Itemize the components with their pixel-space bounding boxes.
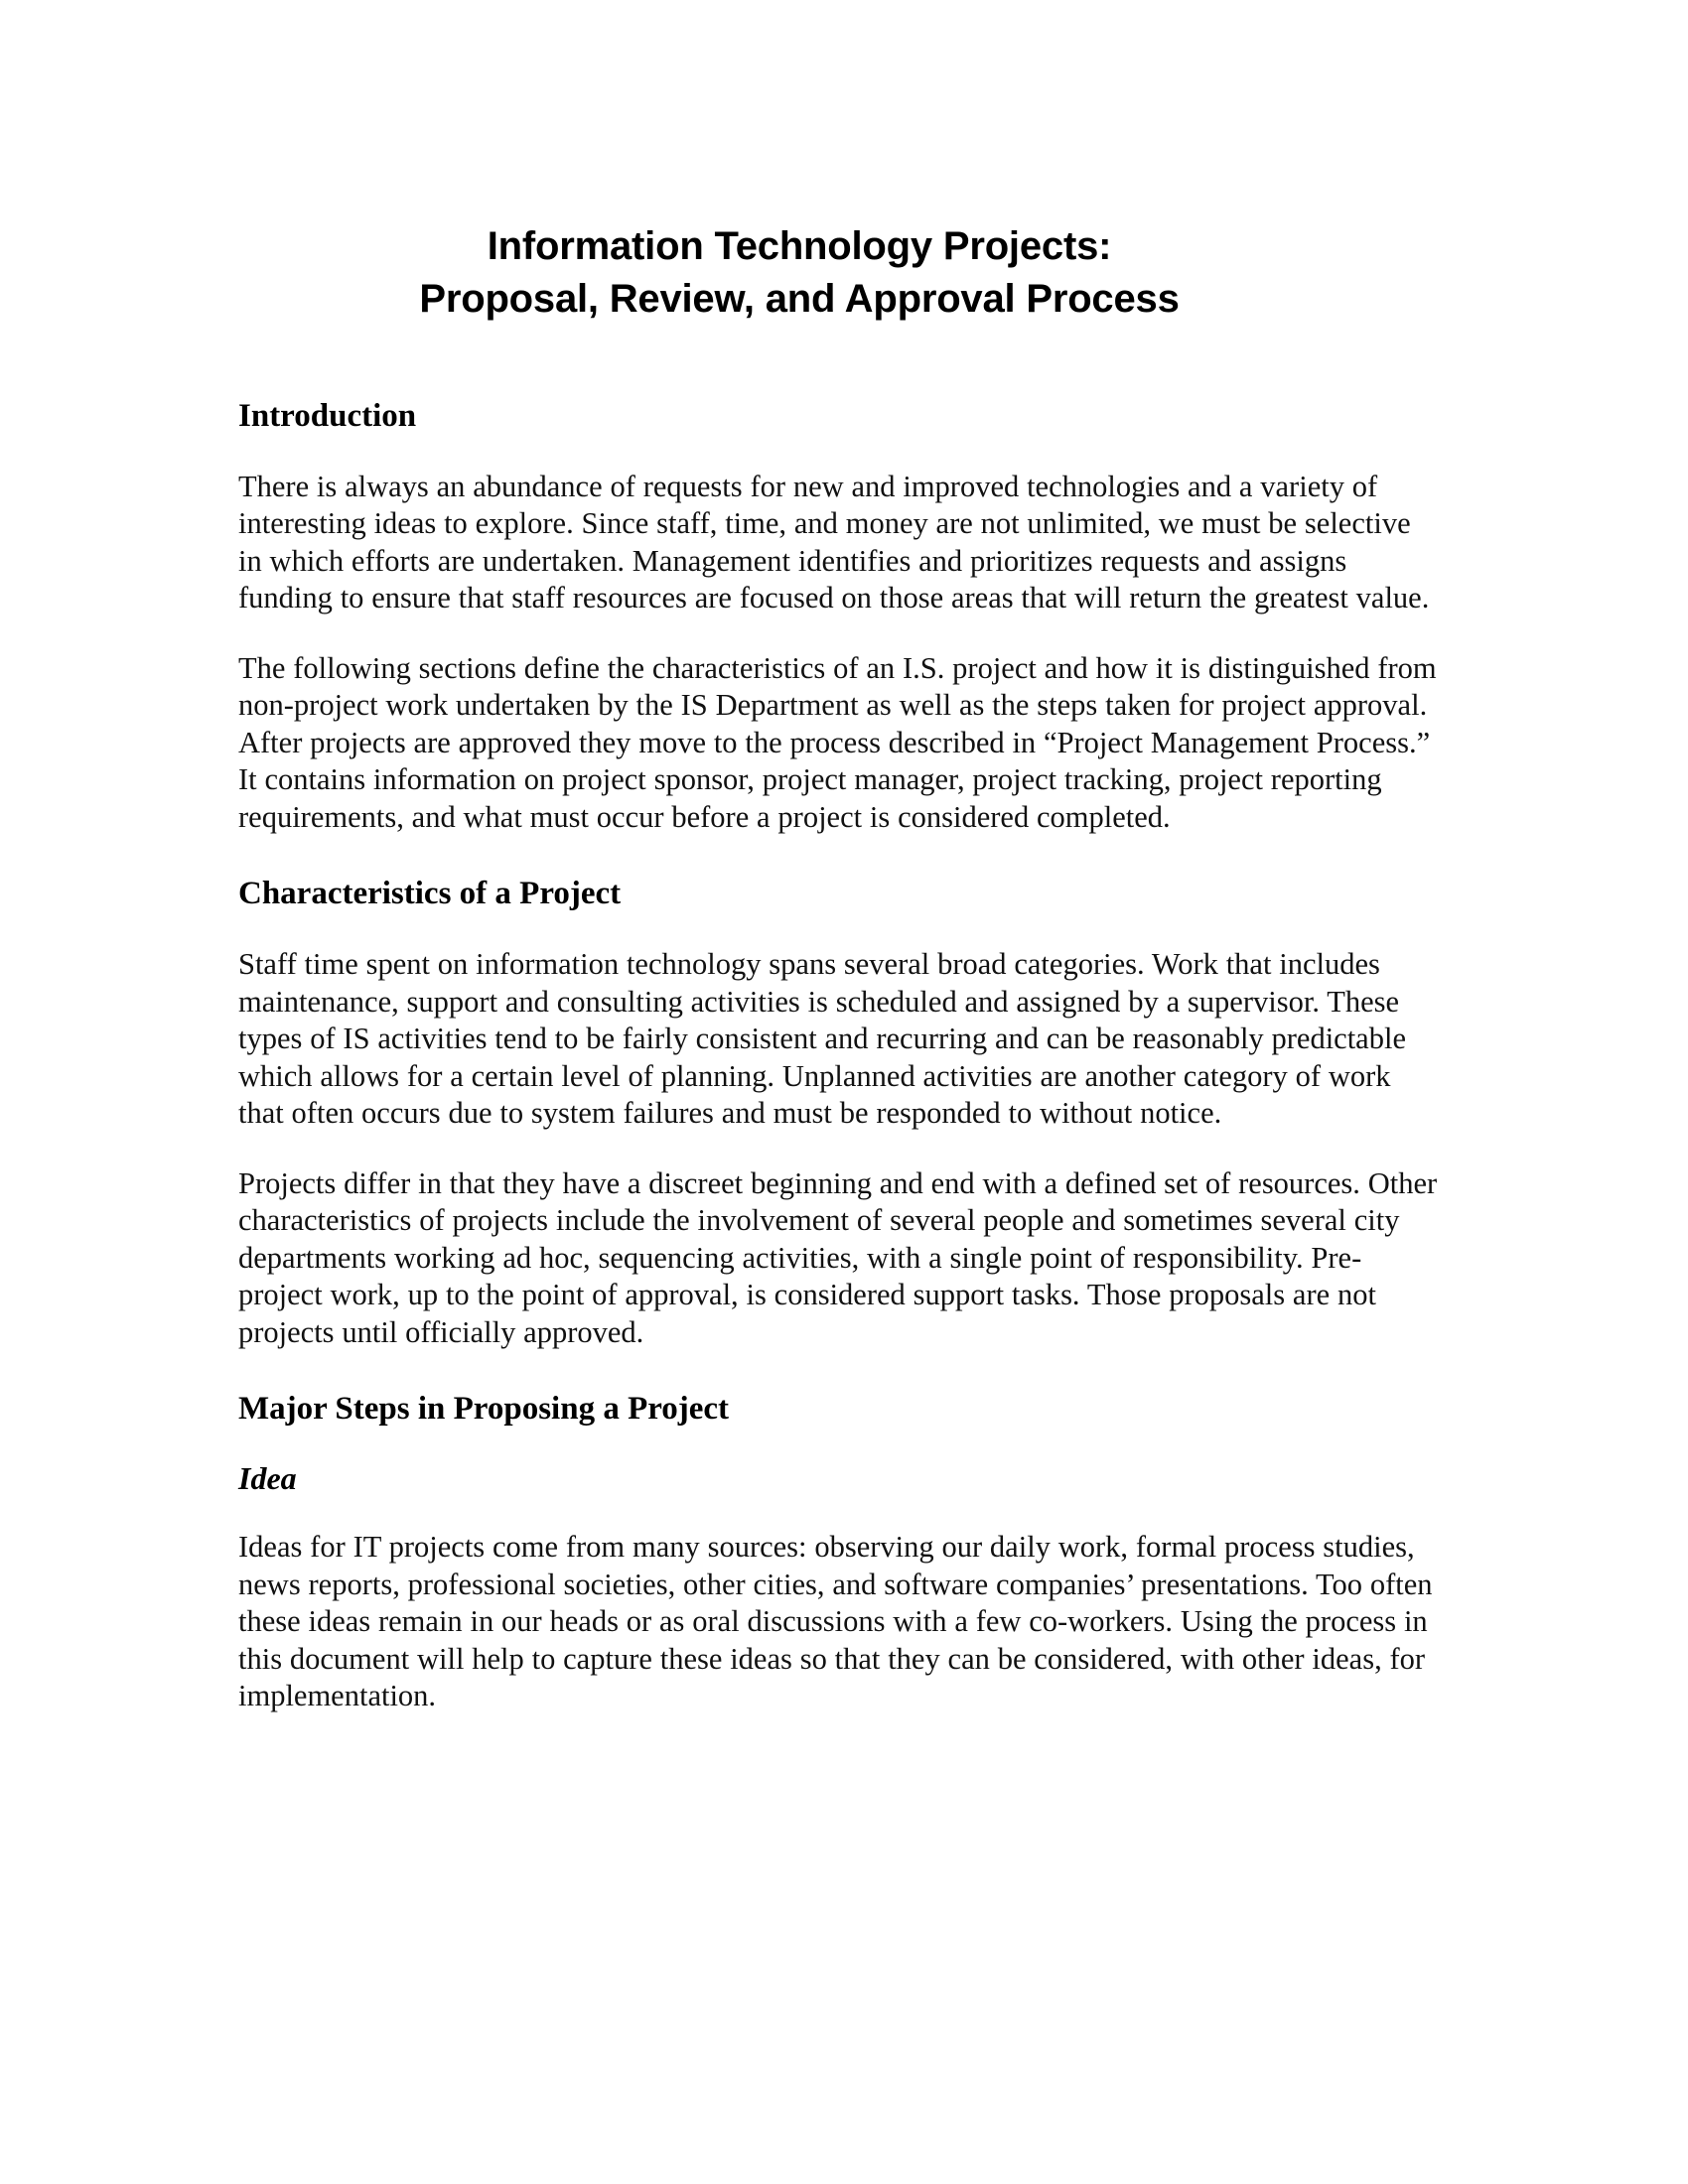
spacer [238,1497,1440,1529]
paragraph-idea-1: Ideas for IT projects come from many sources: observing our daily work, formal process studies, news reports, professional societies, other cities, and software companies’ presentations. Too often these ideas remain in our heads or as oral discussions with a few co-workers. Using the process in this document will help to capture these ideas so that they can be considered, with other ideas, for implementation. [238,1530,1433,1713]
paragraph-introduction-2: The following sections define the characteristics of an I.S. project and how it is distinguished from non-project work undertaken by the IS Department as well as the steps taken for project approval. After projects are approved they move to the process described in “Project Management Process.” It contains information on project sponsor, project manager, project tracking, project reporting requirements, and what must occur before a project is considered completed. [238,650,1437,834]
document-title [248,0,1350,326]
section-heading-introduction: Introduction [238,398,417,435]
spacer [238,1430,1440,1459]
spacer [238,914,1440,946]
spacer [238,326,1440,397]
spacer [238,437,1440,469]
spacer [238,617,1440,650]
spacer [238,836,1440,875]
spacer [238,1133,1440,1165]
document-body [238,0,1440,1715]
paragraph-characteristics-2: Projects differ in that they have a discreet beginning and end with a defined set of resources. Other characteristics of projects include the involvement of several people and sometimes several city departments working ad hoc, sequencing activities, with a single point of responsibility. Pre-project work, up to the point of approval, is considered support tasks. Those proposals are not projects until officially approved. [238,1165,1438,1349]
subsection-heading-idea: Idea [238,1459,297,1496]
paragraph-characteristics-1: Staff time spent on information technology spans several broad categories. Work that includes maintenance, support and consulting activities is scheduled and assigned by a supervisor. These types of IS activities tend to be fairly consistent and recurring and can be reasonably predictable which allows for a certain level of planning. Unplanned activities are another category of work that often occurs due to system failures and must be responded to without notice. [238,947,1406,1131]
document-title-line-2: Proposal, Review, and Approval Process [419,277,1180,322]
section-heading-characteristics: Characteristics of a Project [238,876,622,912]
spacer [238,1351,1440,1390]
document-title-line-1: Information Technology Projects: [487,224,1112,268]
paragraph-introduction-1: There is always an abundance of requests for new and improved technologies and a variety of interesting ideas to explore. Since staff, time, and money are not unlimited, we must be selective in which efforts are undertaken. Management identifies and prioritizes requests and assigns funding to ensure that staff resources are focused on those areas that will return the greatest value. [238,469,1430,615]
section-heading-major-steps: Major Steps in Proposing a Project [238,1391,730,1428]
